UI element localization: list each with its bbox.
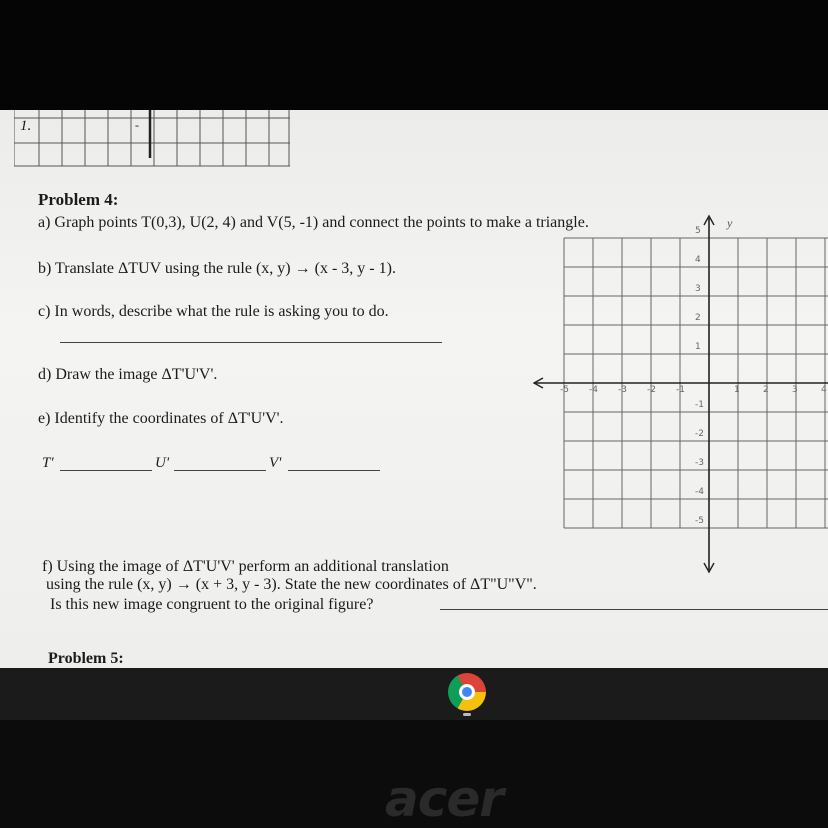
- x-tick-label: 1: [734, 385, 740, 395]
- problem-4-title: Problem 4:: [38, 190, 119, 209]
- congruent-answer-line[interactable]: [440, 609, 828, 610]
- part-f-line1: f) Using the image of ΔT'U'V' perform an additional translation: [42, 558, 449, 575]
- x-tick-label: -1: [676, 385, 685, 395]
- y-tick-label: -5: [695, 516, 704, 526]
- part-f-line3: Is this new image congruent to the original figure?: [50, 596, 374, 613]
- v-prime-blank[interactable]: [288, 470, 380, 471]
- part-c: c) In words, describe what the rule is asking you to do.: [38, 303, 389, 320]
- top-table: [14, 110, 290, 170]
- y-axis-label: y: [727, 216, 733, 230]
- u-prime-label: U': [155, 455, 170, 471]
- x-tick-label: -5: [560, 385, 569, 395]
- chrome-icon-center: [459, 684, 475, 700]
- part-d: d) Draw the image ΔT'U'V'.: [38, 366, 218, 383]
- laptop-brand-logo: acer: [385, 770, 503, 828]
- top-bezel: [0, 0, 828, 110]
- answer-line-c[interactable]: [60, 342, 442, 343]
- x-tick-label: -2: [647, 385, 656, 395]
- t-prime-blank[interactable]: [60, 470, 152, 471]
- part-a: a) Graph points T(0,3), U(2, 4) and V(5, -1) and connect the points to make a triangle.: [38, 214, 589, 231]
- y-tick-label: 5: [695, 226, 701, 236]
- x-tick-label: 3: [792, 385, 798, 395]
- x-tick-label: -3: [618, 385, 627, 395]
- problem-5-title: Problem 5:: [48, 650, 124, 667]
- coordinate-grid: [530, 210, 828, 580]
- table-row-label: 1.: [20, 118, 32, 134]
- y-tick-label: -3: [695, 458, 704, 468]
- y-tick-label: -1: [695, 400, 704, 410]
- y-tick-label: 3: [695, 284, 701, 294]
- chrome-icon[interactable]: [448, 673, 486, 711]
- x-tick-label: -4: [589, 385, 598, 395]
- table-mark: -: [135, 118, 139, 132]
- x-tick-label: 2: [763, 385, 769, 395]
- y-tick-label: 2: [695, 313, 701, 323]
- v-prime-label: V': [269, 455, 282, 471]
- y-tick-label: -4: [695, 487, 704, 497]
- y-tick-label: -2: [695, 429, 704, 439]
- active-app-indicator: [463, 713, 471, 716]
- x-tick-label: 4: [821, 385, 827, 395]
- part-b: b) Translate ΔTUV using the rule (x, y) → (x - 3, y - 1).: [38, 260, 396, 277]
- taskbar: [0, 668, 828, 720]
- y-tick-label: 4: [695, 255, 701, 265]
- part-f-line2: using the rule (x, y) → (x + 3, y - 3). State the new coordinates of ΔT"U"V".: [46, 576, 537, 593]
- t-prime-label: T': [42, 455, 54, 471]
- u-prime-blank[interactable]: [174, 470, 266, 471]
- part-e: e) Identify the coordinates of ΔT'U'V'.: [38, 410, 284, 427]
- worksheet-paper: [0, 110, 828, 668]
- y-tick-label: 1: [695, 342, 701, 352]
